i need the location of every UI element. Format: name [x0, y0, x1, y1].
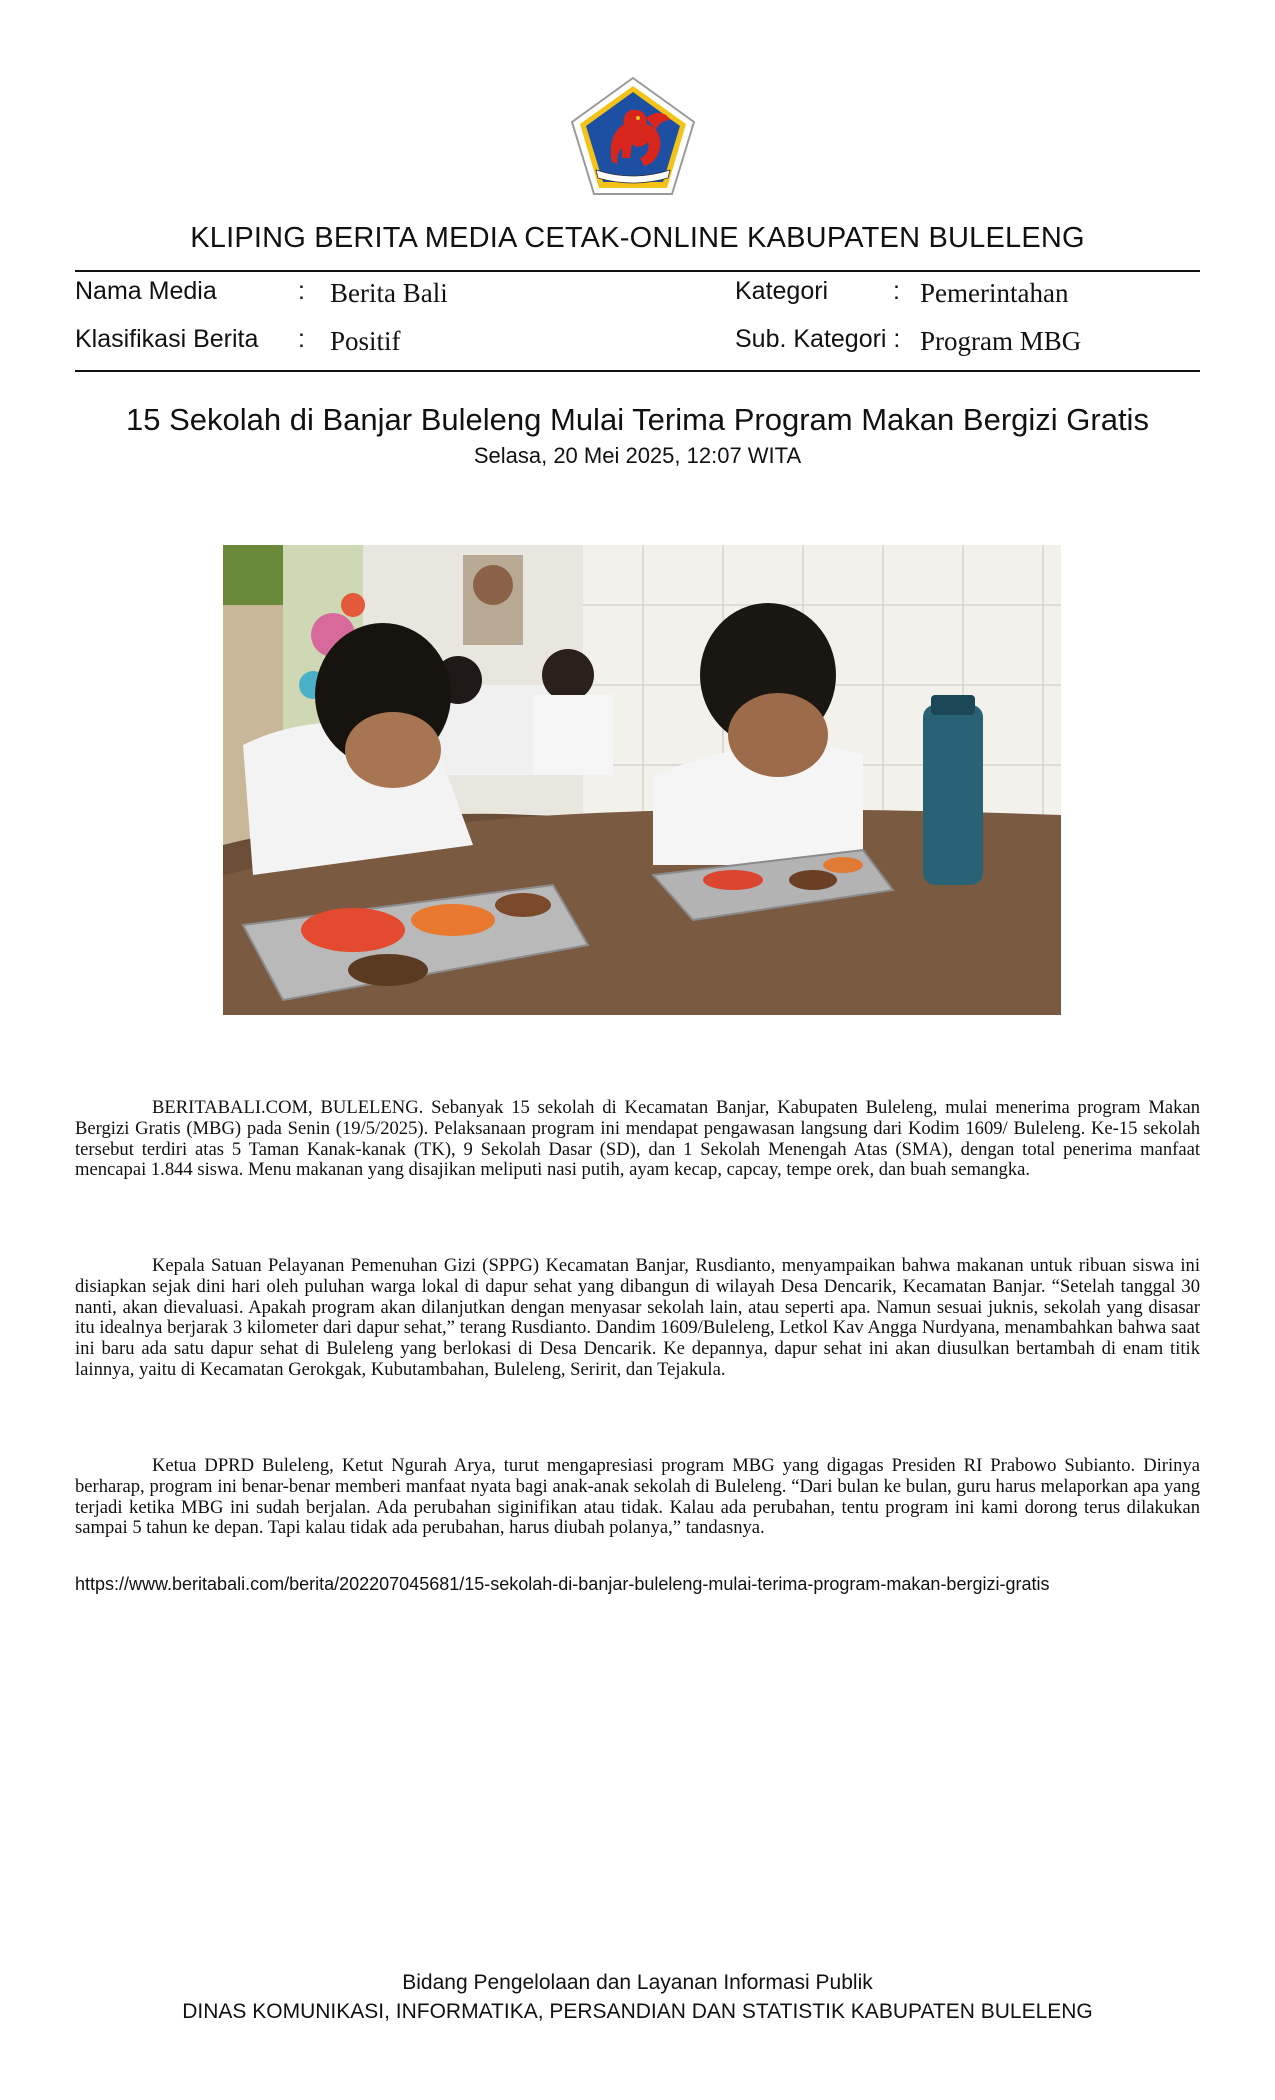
article-photo — [223, 545, 1061, 1015]
logo-emblem-icon — [566, 74, 700, 200]
meta-kategori-label: Kategori — [735, 277, 829, 305]
meta-klasifikasi-value: Positif — [330, 326, 401, 356]
meta-colon: : — [893, 277, 900, 305]
article-dateline: Selasa, 20 Mei 2025, 12:07 WITA — [473, 443, 802, 468]
buleleng-regency-logo — [566, 74, 700, 200]
students-eating-photo — [223, 545, 1061, 1015]
footer-agency: DINAS KOMUNIKASI, INFORMATIKA, PERSANDIAN DAN STATISTIK KABUPATEN BULELENG — [182, 2000, 1093, 2023]
article-paragraph-3 — [75, 1456, 1200, 1539]
meta-subkategori-value: Program MBG — [920, 326, 1082, 356]
footer-division: Bidang Pengelolaan dan Layanan Informasi Publik — [402, 1971, 873, 1994]
meta-media-value: Berita Bali — [330, 278, 448, 308]
source-url-link[interactable]: https://www.beritabali.com/berita/202207045681/15-sekolah-di-banjar-buleleng-mulai-terima-program-makan-bergizi-gratis — [75, 1574, 1050, 1594]
article-paragraph-1 — [75, 1098, 1200, 1181]
paragraph-text: Ketua DPRD Buleleng, Ketut Ngurah Arya, turut mengapresiasi program MBG yang digagas Presiden RI Prabowo Subianto. Dirinya berharap, program ini benar-benar memberi manfaat nyata bagi anak-anak sekolah di Buleleng. “Dari bulan ke bulan, guru harus melaporkan apa yang terjadi ketika MBG ini sudah berjalan. Ada perubahan siginifikan atau tidak. Kalau ada perubahan, tentu program ini kami dorong terus dilakukan sampai 5 tahun ke depan. Tapi kalau tidak ada perubahan, harus diubah polanya,” tandasnya. — [75, 1455, 1200, 1539]
paragraph-text: Kepala Satuan Pelayanan Pemenuhan Gizi (SPPG) Kecamatan Banjar, Rusdianto, menyampaikan bahwa makanan untuk ribuan siswa ini disiapkan sejak dini hari oleh puluhan warga lokal di dapur sehat yang dibangun di wilayah Desa Dencarik, Kecamatan Banjar. “Setelah tanggal 30 nanti, akan dievaluasi. Apakah program akan dilanjutkan dengan menyasar sekolah lain, atau seperti apa. Namun sesuai juknis, sekolah yang disasar itu idealnya berjarak 3 kilometer dari dapur sehat,” terang Rusdianto. Dandim 1609/Buleleng, Letkol Kav Angga Nurdyana, menambahkan bahwa saat ini baru ada satu dapur sehat di Buleleng yang berlokasi di Desa Dencarik. Ke depannya, dapur sehat ini akan diusulkan bertambah di enam titik lainnya, yaitu di Kecamatan Gerokgak, Kubutambahan, Buleleng, Seririt, dan Tejakula. — [75, 1255, 1200, 1380]
meta-klasifikasi-label: Klasifikasi Berita — [75, 325, 259, 353]
paragraph-text: BERITABALI.COM, BULELENG. Sebanyak 15 sekolah di Kecamatan Banjar, Kabupaten Buleleng, mulai menerima program Makan Bergizi Gratis (MBG) pada Senin (19/5/2025). Pelaksanaan program ini mendapat pengawasan langsung dari Kodim 1609/ Buleleng. Ke-15 sekolah tersebut terdiri atas 5 Taman Kanak-kanak (TK), 9 Sekolah Dasar (SD), dan 1 Sekolah Menengah Atas (SMA), dengan total penerima manfaat mencapai 1.844 siswa. Menu makanan yang disajikan meliputi nasi putih, ayam kecap, capcay, tempe orek, dan buah semangka. — [75, 1097, 1200, 1181]
header-divider-bottom — [75, 370, 1200, 372]
meta-colon: : — [298, 325, 305, 353]
article-paragraph-2 — [75, 1256, 1200, 1381]
header-divider-top — [75, 270, 1200, 272]
article-headline: 15 Sekolah di Banjar Buleleng Mulai Terima Program Makan Bergizi Gratis — [126, 402, 1149, 437]
meta-kategori-value: Pemerintahan — [920, 278, 1069, 308]
meta-media-label: Nama Media — [75, 277, 217, 305]
meta-subkategori-label: Sub. Kategori : — [735, 325, 901, 353]
meta-colon: : — [298, 277, 305, 305]
document-title: KLIPING BERITA MEDIA CETAK-ONLINE KABUPATEN BULELENG — [190, 222, 1085, 254]
